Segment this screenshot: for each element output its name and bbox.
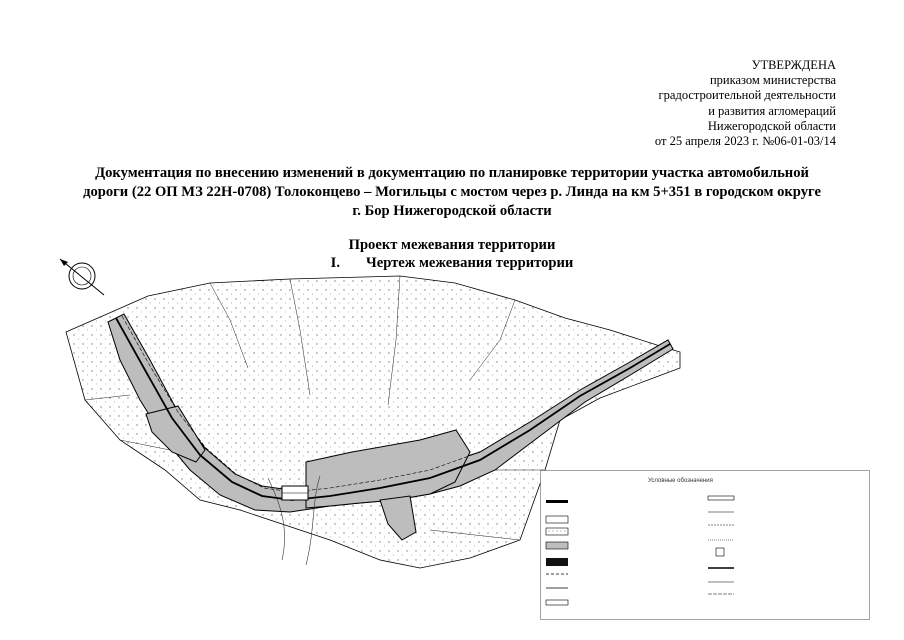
approval-line-6: от 25 апреля 2023 г. №06-01-03/14 — [654, 134, 836, 149]
approval-line-4: и развития агломераций — [708, 103, 836, 118]
section-title: Чертеж межевания территории — [366, 255, 574, 271]
approval-line-2: приказом министерства — [709, 73, 836, 88]
approval-line-3: градостроительной деятельности — [658, 88, 836, 103]
approval-line-5: Нижегородской области — [707, 118, 836, 133]
legend-frame — [540, 470, 870, 620]
map-legend — [540, 470, 870, 620]
document-subtitle: Проект межевания территории — [348, 237, 556, 253]
legend-title: Условные обозначения — [648, 478, 713, 484]
section-number: I. — [330, 255, 340, 271]
north-arrow-icon — [60, 259, 104, 295]
document-title-line-1: Документация по внесению изменений в документацию по планировке территории участка автомобильной — [95, 165, 809, 181]
approval-line-1: УТВЕРЖДЕНА — [751, 58, 836, 72]
document-title-line-3: г. Бор Нижегородской области — [352, 203, 552, 219]
document-title-line-2: дороги (22 ОП МЗ 22Н-0708) Толоконцево – Могильцы с мостом через р. Линда на км 5+351 в городском округе — [83, 184, 821, 200]
